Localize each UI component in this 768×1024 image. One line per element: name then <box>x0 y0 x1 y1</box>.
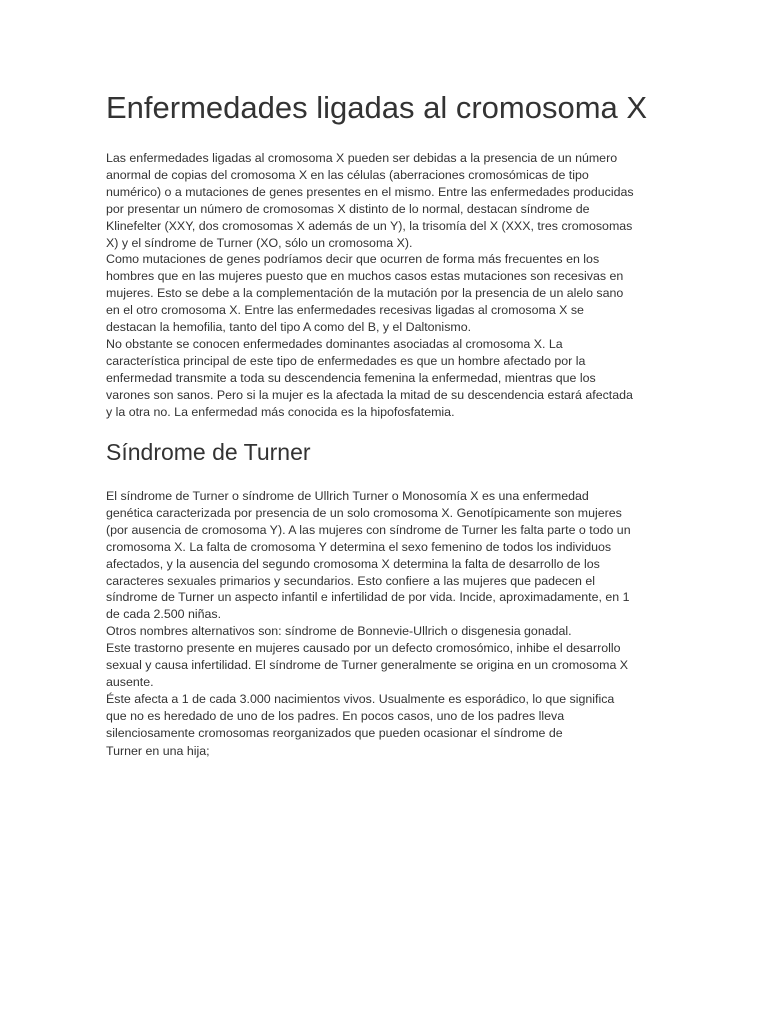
turner-section <box>106 488 636 742</box>
intro-section <box>106 150 636 421</box>
paragraph: No obstante se conocen enfermedades dominantes asociadas al cromosoma X. La característica principal de este tipo de enfermedades es que un hombre afectado por la enfermedad transmite a toda su descendencia femenina la enfermedad, mientras que los varones son sanos. Pero si la mujer es la afectada la mitad de su descendencia estará afectada y la otra no. La enfermedad más conocida es la hipofosfatemia. <box>106 336 633 419</box>
paragraph: Este trastorno presente en mujeres causado por un defecto cromosómico, inhibe el desarrollo sexual y causa infertilidad. El síndrome de Turner generalmente se origina en un cromosoma X ausente. <box>106 641 629 689</box>
section-heading: Síndrome de Turner <box>106 439 311 465</box>
paragraph: El síndrome de Turner o síndrome de Ullrich Turner o Monosomía X es una enfermedad genética caracterizada por presencia de un solo cromosoma X. Genotípicamente son mujeres (por ausencia de cromosoma Y). A las mujeres con síndrome de Turner les falta parte o todo un cromosoma X. La falta de cromosoma Y determina el sexo femenino de todos los individuos afectados, y la ausencia del segundo cromosoma X determina la falta de desarrollo de los caracteres sexuales primarios y secundarios. Esto confiere a las mujeres que padecen el síndrome de Turner un aspecto infantil e infertilidad de por vida. Incide, aproximadamente, en 1 de cada 2.500 niñas. <box>106 489 631 622</box>
trailing-text <box>106 743 636 760</box>
paragraph: Otros nombres alternativos son: síndrome de Bonnevie-Ullrich o disgenesia gonadal. <box>106 624 572 639</box>
paragraph: Como mutaciones de genes podríamos decir que ocurren de forma más frecuentes en los hombres que en las mujeres puesto que en muchos casos estas mutaciones son recesivas en mujeres. Esto se debe a la complementación de la mutación por la presencia de un alelo sano en el otro cromosoma X. Entre las enfermedades recesivas ligadas al cromosoma X se destacan la hemofilia, tanto del tipo A como del B, y el Daltonismo. <box>106 252 624 335</box>
paragraph: Turner en una hija; <box>106 744 210 758</box>
paragraph: Éste afecta a 1 de cada 3.000 nacimientos vivos. Usualmente es esporádico, lo que significa que no es heredado de uno de los padres. En pocos casos, uno de los padres lleva silenciosamente cromosomas reorganizados que pueden ocasionar el síndrome de <box>106 691 615 740</box>
paragraph: Las enfermedades ligadas al cromosoma X pueden ser debidas a la presencia de un número anormal de copias del cromosoma X en las células (aberraciones cromosómicas de tipo numérico) o a mutaciones de genes presentes en el mismo. Entre las enfermedades producidas por presentar un número de cromosomas X distinto de lo normal, destacan síndrome de Klinefelter (XXY, dos cromosomas X además de un Y), la trisomía del X (XXX, tres cromosomas X) y el síndrome de Turner (XO, sólo un cromosoma X). <box>106 151 634 250</box>
page-title: Enfermedades ligadas al cromosoma X <box>106 90 648 125</box>
